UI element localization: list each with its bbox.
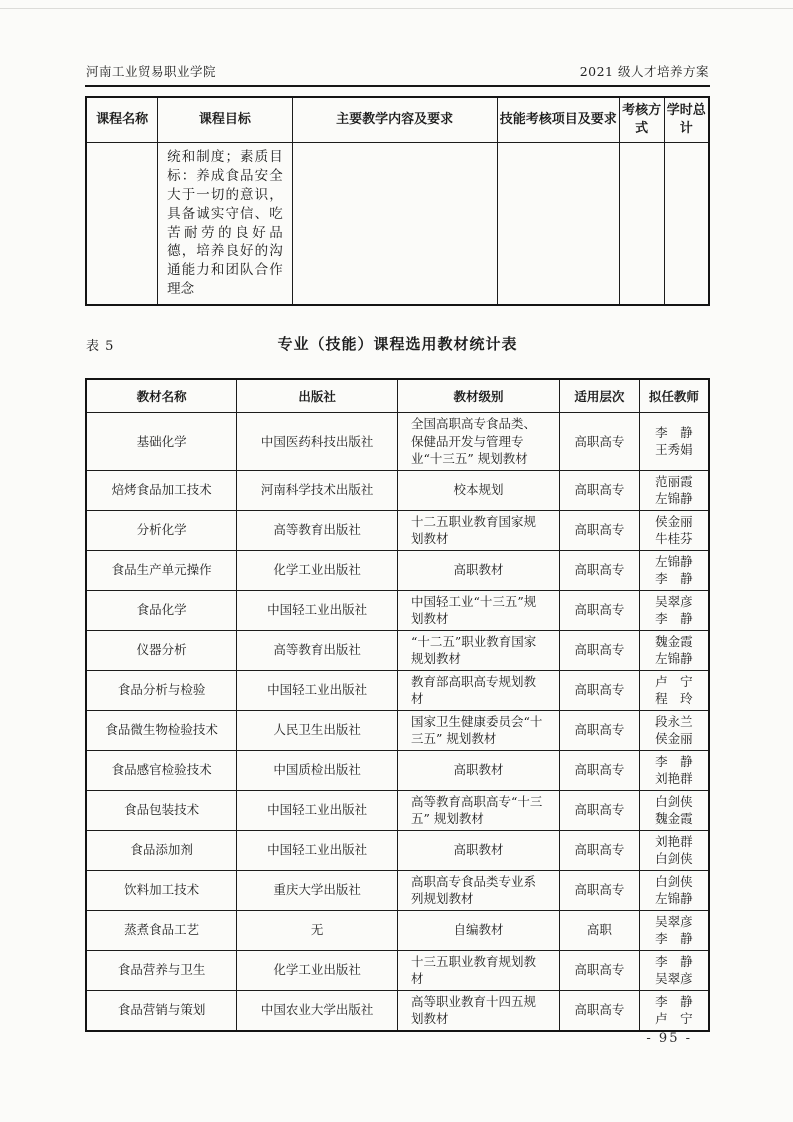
- document-page: [85, 62, 710, 1032]
- publisher-cell: 高等教育出版社: [237, 630, 398, 670]
- course-table: [85, 96, 710, 306]
- textbook-header-teachers: 拟任教师: [639, 379, 709, 413]
- textbook-table-row: [86, 413, 709, 471]
- applicable-layer-cell: 高职高专: [559, 670, 639, 710]
- textbook-level-cell: 校本规划: [397, 470, 559, 510]
- teacher-name: 白剑侠: [655, 851, 693, 867]
- teachers-cell: [639, 950, 709, 990]
- textbook-level-cell: 全国高职高专食品类、保健品开发与管理专业“十三五” 规划教材: [397, 413, 559, 471]
- textbook-table-row: [86, 710, 709, 750]
- textbook-header-publisher: 出版社: [237, 379, 398, 413]
- teacher-name: 刘艳群: [655, 771, 693, 787]
- table5-label: 表 5: [86, 339, 115, 355]
- teachers-cell: [639, 670, 709, 710]
- textbook-level-cell: 高等教育高职高专“十三五” 规划教材: [397, 790, 559, 830]
- applicable-layer-cell: 高职高专: [559, 550, 639, 590]
- page-number: - 95 -: [646, 1031, 692, 1046]
- teaching-content-cell: [292, 143, 497, 306]
- teachers-cell: [639, 830, 709, 870]
- course-table-header-method: 考核方式: [619, 97, 664, 143]
- textbook-name-cell: 食品感官检验技术: [86, 750, 237, 790]
- textbook-table-row: [86, 950, 709, 990]
- publisher-cell: 人民卫生出版社: [237, 710, 398, 750]
- teachers-cell: [639, 870, 709, 910]
- applicable-layer-cell: 高职高专: [559, 830, 639, 870]
- textbook-level-cell: 高职教材: [397, 550, 559, 590]
- teacher-name: 魏金霞: [655, 633, 693, 649]
- textbook-level-cell: 十三五职业教育规划教材: [397, 950, 559, 990]
- textbook-table-row: [86, 990, 709, 1031]
- publisher-cell: 化学工业出版社: [237, 950, 398, 990]
- teacher-name: 李 静: [655, 953, 693, 969]
- teacher-name: 刘艳群: [655, 833, 693, 849]
- course-table-header-row: [86, 97, 709, 143]
- teacher-name: 白剑侠: [655, 793, 693, 809]
- course-table-header-assessment: 技能考核项目及要求: [497, 97, 619, 143]
- applicable-layer-cell: 高职高专: [559, 870, 639, 910]
- textbook-table-row: [86, 790, 709, 830]
- textbook-level-cell: 高等职业教育十四五规划教材: [397, 990, 559, 1031]
- textbook-name-cell: 食品分析与检验: [86, 670, 237, 710]
- applicable-layer-cell: 高职高专: [559, 590, 639, 630]
- teacher-name: 白剑侠: [655, 873, 693, 889]
- teachers-cell: [639, 413, 709, 471]
- teacher-name: 程 玲: [655, 691, 693, 707]
- teacher-name: 侯金丽: [655, 513, 693, 529]
- assessment-method-cell: [619, 143, 664, 306]
- applicable-layer-cell: 高职高专: [559, 630, 639, 670]
- teacher-name: 左锦静: [655, 651, 693, 667]
- teacher-name: 王秀娟: [655, 442, 693, 458]
- teacher-name: 牛桂芬: [655, 531, 693, 547]
- textbook-level-cell: 中国轻工业“十三五”规划教材: [397, 590, 559, 630]
- publisher-cell: 中国农业大学出版社: [237, 990, 398, 1031]
- teacher-name: 李 静: [655, 753, 693, 769]
- teacher-name: 段永兰: [655, 713, 693, 729]
- applicable-layer-cell: 高职高专: [559, 790, 639, 830]
- textbook-name-cell: 基础化学: [86, 413, 237, 471]
- textbook-name-cell: 焙烤食品加工技术: [86, 470, 237, 510]
- teachers-cell: [639, 710, 709, 750]
- course-table-row: [86, 143, 709, 306]
- teachers-cell: [639, 630, 709, 670]
- textbook-level-cell: 教育部高职高专规划教材: [397, 670, 559, 710]
- publisher-cell: 中国轻工业出版社: [237, 830, 398, 870]
- publisher-cell: 化学工业出版社: [237, 550, 398, 590]
- teachers-cell: [639, 750, 709, 790]
- course-table-header-goal: 课程目标: [158, 97, 293, 143]
- teacher-name: 左锦静: [655, 891, 693, 907]
- teachers-cell: [639, 470, 709, 510]
- teachers-cell: [639, 510, 709, 550]
- textbook-level-cell: 高职教材: [397, 750, 559, 790]
- header-plan-title: 2021 级人才培养方案: [579, 64, 709, 79]
- course-name-cell: [86, 143, 158, 306]
- applicable-layer-cell: 高职高专: [559, 710, 639, 750]
- applicable-layer-cell: 高职高专: [559, 990, 639, 1031]
- teacher-name: 吴翠彦: [655, 913, 693, 929]
- table5-caption: [85, 333, 710, 353]
- textbook-table-row: [86, 470, 709, 510]
- textbook-table-row: [86, 830, 709, 870]
- textbook-name-cell: 食品营养与卫生: [86, 950, 237, 990]
- textbook-name-cell: 食品化学: [86, 590, 237, 630]
- course-table-header-name: 课程名称: [86, 97, 158, 143]
- textbook-name-cell: 仪器分析: [86, 630, 237, 670]
- textbook-level-cell: “十二五”职业教育国家规划教材: [397, 630, 559, 670]
- textbook-name-cell: 食品微生物检验技术: [86, 710, 237, 750]
- teachers-cell: [639, 990, 709, 1031]
- textbook-name-cell: 蒸煮食品工艺: [86, 910, 237, 950]
- teachers-cell: [639, 590, 709, 630]
- publisher-cell: 重庆大学出版社: [237, 870, 398, 910]
- applicable-layer-cell: 高职: [559, 910, 639, 950]
- page-header: [85, 62, 710, 85]
- teachers-cell: [639, 790, 709, 830]
- textbook-table-row: [86, 630, 709, 670]
- textbook-level-cell: 自编教材: [397, 910, 559, 950]
- teacher-name: 李 静: [655, 931, 693, 947]
- teacher-name: 李 静: [655, 993, 693, 1009]
- applicable-layer-cell: 高职高专: [559, 470, 639, 510]
- textbook-table-body: [86, 413, 709, 1031]
- table5-title: 专业（技能）课程选用教材统计表: [277, 335, 518, 354]
- applicable-layer-cell: 高职高专: [559, 413, 639, 471]
- textbook-table-row: [86, 750, 709, 790]
- textbook-name-cell: 食品营销与策划: [86, 990, 237, 1031]
- teachers-cell: [639, 910, 709, 950]
- header-rule: [85, 85, 710, 87]
- teacher-name: 侯金丽: [655, 731, 693, 747]
- applicable-layer-cell: 高职高专: [559, 750, 639, 790]
- textbook-name-cell: 饮料加工技术: [86, 870, 237, 910]
- publisher-cell: 无: [237, 910, 398, 950]
- publisher-cell: 高等教育出版社: [237, 510, 398, 550]
- scan-edge-line: [0, 8, 793, 9]
- applicable-layer-cell: 高职高专: [559, 950, 639, 990]
- applicable-layer-cell: 高职高专: [559, 510, 639, 550]
- teacher-name: 卢 宁: [655, 1011, 693, 1027]
- teacher-name: 李 静: [655, 571, 693, 587]
- publisher-cell: 中国轻工业出版社: [237, 790, 398, 830]
- textbook-table-row: [86, 550, 709, 590]
- teacher-name: 左锦静: [655, 491, 693, 507]
- textbook-table-row: [86, 510, 709, 550]
- assessment-items-cell: [497, 143, 619, 306]
- textbook-level-cell: 高职高专食品类专业系列规划教材: [397, 870, 559, 910]
- textbook-table-row: [86, 590, 709, 630]
- textbook-header-layer: 适用层次: [559, 379, 639, 413]
- textbook-header-level: 教材级别: [397, 379, 559, 413]
- textbook-table-header-row: [86, 379, 709, 413]
- textbook-name-cell: 分析化学: [86, 510, 237, 550]
- textbook-name-cell: 食品生产单元操作: [86, 550, 237, 590]
- textbook-level-cell: 十二五职业教育国家规划教材: [397, 510, 559, 550]
- textbook-table-row: [86, 670, 709, 710]
- textbook-table-row: [86, 910, 709, 950]
- course-table-header-content: 主要教学内容及要求: [292, 97, 497, 143]
- teacher-name: 吴翠彦: [655, 593, 693, 609]
- header-school-name: 河南工业贸易职业学院: [86, 64, 217, 79]
- publisher-cell: 河南科学技术出版社: [237, 470, 398, 510]
- textbook-table-row: [86, 870, 709, 910]
- teacher-name: 左锦静: [655, 553, 693, 569]
- teacher-name: 范丽霞: [655, 473, 693, 489]
- course-table-header-hours: 学时总计: [664, 97, 709, 143]
- textbook-header-name: 教材名称: [86, 379, 237, 413]
- publisher-cell: 中国医药科技出版社: [237, 413, 398, 471]
- textbook-name-cell: 食品包装技术: [86, 790, 237, 830]
- textbook-table: [85, 378, 710, 1032]
- publisher-cell: 中国质检出版社: [237, 750, 398, 790]
- publisher-cell: 中国轻工业出版社: [237, 590, 398, 630]
- teachers-cell: [639, 550, 709, 590]
- textbook-level-cell: 国家卫生健康委员会“十三五” 规划教材: [397, 710, 559, 750]
- teacher-name: 卢 宁: [655, 673, 693, 689]
- teacher-name: 李 静: [655, 424, 693, 440]
- textbook-name-cell: 食品添加剂: [86, 830, 237, 870]
- total-hours-cell: [664, 143, 709, 306]
- teacher-name: 吴翠彦: [655, 971, 693, 987]
- teacher-name: 李 静: [655, 611, 693, 627]
- teacher-name: 魏金霞: [655, 811, 693, 827]
- publisher-cell: 中国轻工业出版社: [237, 670, 398, 710]
- textbook-level-cell: 高职教材: [397, 830, 559, 870]
- course-goal-cell: 统和制度；素质目标：养成食品安全大于一切的意识，具备诚实守信、吃苦耐劳的良好品德，培养良好的沟通能力和团队合作理念: [158, 143, 293, 306]
